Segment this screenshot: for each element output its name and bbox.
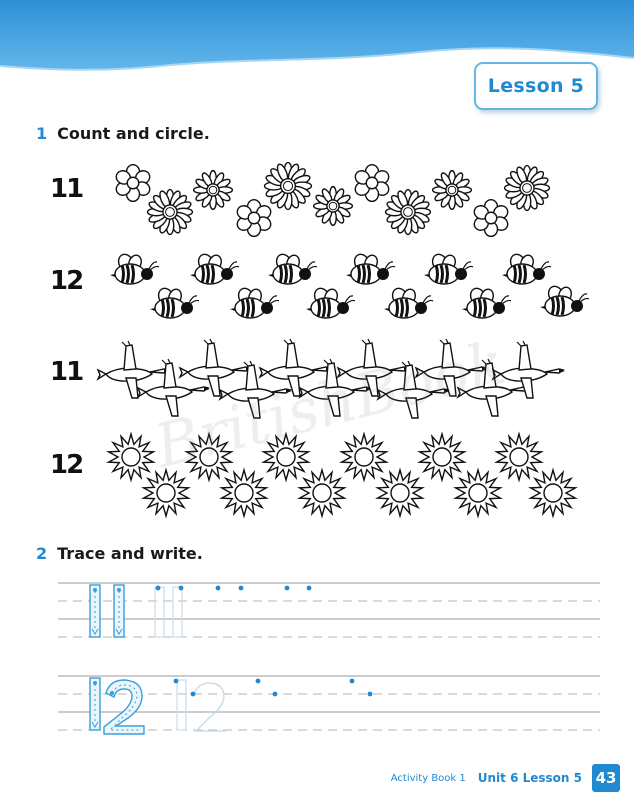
start-dot-6 [307, 586, 312, 591]
bee-1 [110, 252, 159, 284]
start-dot-4 [239, 586, 244, 591]
sun-7 [342, 434, 387, 480]
bee-11 [502, 252, 551, 284]
bee-8 [384, 286, 433, 318]
bee-5 [268, 252, 317, 284]
exercise-2-instruction: Trace and write. [57, 544, 203, 563]
traced-1-b [114, 585, 124, 637]
sun-row [109, 434, 576, 516]
flower-11 [505, 166, 550, 211]
traced-1-a [90, 585, 100, 637]
flower-4 [235, 200, 273, 237]
traced-1-c [90, 678, 100, 730]
start-dot-8 [191, 692, 196, 697]
row-2-number: 12 [50, 266, 83, 296]
exercise-1-number: 1 [36, 124, 48, 143]
bee-row [110, 252, 589, 318]
bee-6 [306, 286, 355, 318]
flower-9 [433, 171, 472, 210]
start-dot-9 [256, 679, 261, 684]
bee-12 [540, 284, 589, 316]
sun-12 [531, 470, 576, 516]
flower-3 [194, 171, 233, 210]
start-dot-5 [285, 586, 290, 591]
faint-1-a [155, 587, 164, 637]
tracing-line-12 [58, 676, 600, 734]
exercise-2-number: 2 [36, 544, 48, 563]
start-dot-1 [156, 586, 161, 591]
sun-2 [144, 470, 189, 516]
tracing-line-11 [58, 583, 600, 637]
traced-2 [104, 680, 144, 734]
lesson-label: Lesson 5 [487, 75, 585, 97]
sun-8 [378, 470, 423, 516]
sun-1 [109, 434, 154, 480]
sun-6 [300, 470, 345, 516]
goose-7 [338, 339, 410, 396]
flower-7 [353, 165, 391, 202]
footer-book: Activity Book 1 [390, 772, 466, 784]
flower-row [114, 163, 550, 237]
row-4-number: 12 [50, 450, 83, 480]
footer-unit-lesson: Unit 6 Lesson 5 [477, 771, 582, 785]
start-dot-3 [216, 586, 221, 591]
exercise-2-heading [36, 544, 203, 563]
flower-10 [472, 200, 510, 237]
sun-10 [456, 470, 501, 516]
row-1-number: 11 [50, 174, 83, 204]
start-dot-11 [350, 679, 355, 684]
flower-5 [265, 163, 312, 210]
sun-5 [264, 434, 309, 480]
tracing-lines [58, 583, 600, 734]
start-dot-10 [273, 692, 278, 697]
sun-4 [222, 470, 267, 516]
start-dot-2 [179, 586, 184, 591]
start-dot-7 [174, 679, 179, 684]
flower-2 [148, 190, 193, 235]
bee-2 [150, 286, 199, 318]
watermark: BritishBook [148, 327, 512, 483]
flower-8 [386, 190, 431, 235]
faint-2 [194, 683, 226, 731]
footer [391, 764, 620, 792]
bee-3 [190, 252, 239, 284]
flower-1 [114, 165, 152, 202]
start-dot-12 [368, 692, 373, 697]
row-3-number: 11 [50, 357, 83, 387]
sun-3 [187, 434, 232, 480]
faint-1-b [173, 587, 182, 637]
sun-11 [497, 434, 542, 480]
flower-6 [314, 187, 353, 226]
bee-7 [346, 252, 395, 284]
goose-row [98, 339, 565, 418]
sun-9 [420, 434, 465, 480]
page-number: 43 [592, 764, 620, 792]
bee-10 [462, 286, 511, 318]
faint-1-c [177, 680, 186, 730]
bee-9 [424, 252, 473, 284]
bee-4 [230, 286, 279, 318]
exercise-1-instruction: Count and circle. [57, 124, 210, 143]
goose-3 [180, 339, 252, 396]
